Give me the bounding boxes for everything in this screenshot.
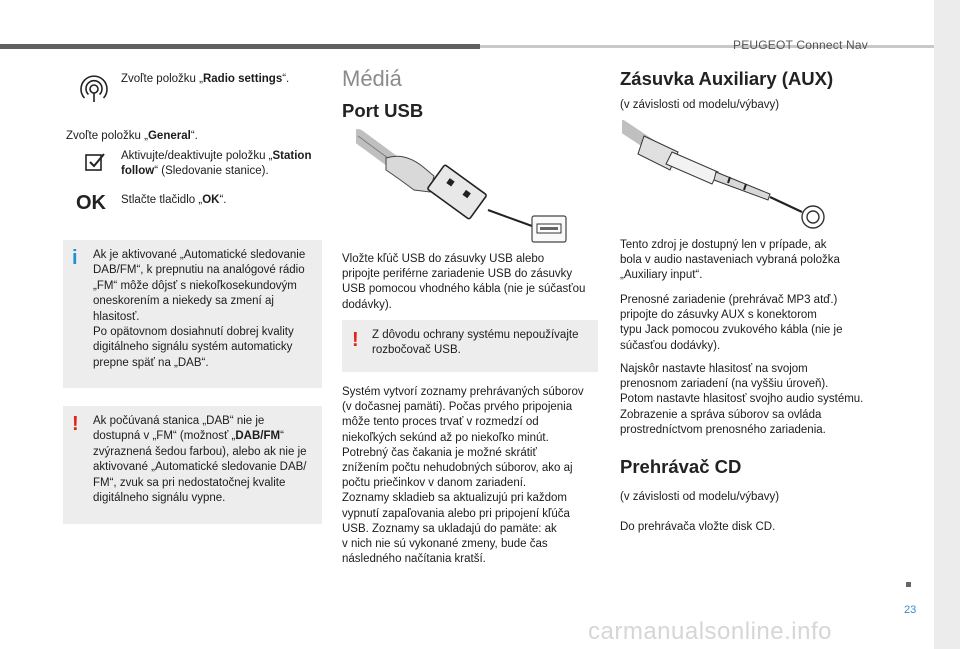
jack-plug-illustration: [622, 120, 830, 230]
usb-playlist-info: Systém vytvorí zoznamy prehrávaných súborov (v dočasnej pamäti). Počas prvého pripojenia môže tento proces trvať v rozmedzí od niekoľkých sekúnd až po niekoľko minút. Potrebný čas čakania je možné skrátiť znížením počtu nehudobných súborov, ako aj počtu priečinkov v danom zariadení. Zoznamy skladieb sa aktualizujú pri každom vypnutí zapaľovania alebo pri pripojení kľúča USB. Zoznamy sa ukladajú do pamäte: ak v nich nie sú vykonané zmeny, bude čas následného načítania kratší.: [342, 386, 584, 566]
cd-availability: (v závislosti od modelu/výbavy): [620, 491, 780, 503]
page-number: 23: [904, 604, 917, 616]
checkbox-icon: [84, 151, 106, 173]
info-note-station-follow: i Ak je aktivované „Automatické sledovanie DAB/FM“, k prepnutiu na analógové rádio „FM“ môže dôjsť s niekoľkosekundovým oneskorením a niekedy sa zmení aj hlasitosť. Po opätovnom dosiahnutí dobrej kvality digitálneho signálu systém automaticky prepne späť na „DAB“.: [63, 240, 322, 388]
warning-icon: !: [352, 329, 359, 351]
ok-icon: OK: [76, 192, 106, 214]
header-rule-dark: [0, 44, 480, 49]
info-icon: i: [72, 247, 78, 269]
aux-volume-info: Najskôr nastavte hlasitosť na svojom prenosnom zariadení (na vyššiu úroveň). Potom nastavte hlasitosť svojho audio systému. Zobrazenie a správa súborov sa ovláda prostredníctvom prenosného zariadenia.: [620, 363, 864, 436]
aux-source-info: Tento zdroj je dostupný len v prípade, ak bola v audio nastaveniach vybraná položka „Auxiliary input“.: [620, 239, 840, 282]
continue-dot: .: [906, 582, 911, 587]
subtitle-cd-player: Prehrávač CD: [620, 456, 742, 477]
radio-settings-icon: [80, 72, 112, 104]
aux-connect-info: Prenosné zariadenie (prehrávač MP3 atď.) pripojte do zásuvky AUX s konektorom typu Jack pomocou zvukového kábla (nie je súčasťou dodávky).: [620, 294, 843, 352]
section-title-media: Médiá: [342, 66, 402, 91]
step-station-follow: Aktivujte/deaktivujte položku „Station follow“ (Sledovanie stanice).: [121, 150, 312, 178]
subtitle-aux-socket: Zásuvka Auxiliary (AUX): [620, 68, 834, 89]
usb-plug-illustration: [356, 128, 570, 244]
running-header: PEUGEOT Connect Nav: [733, 38, 868, 52]
usb-instructions: Vložte kľúč USB do zásuvky USB alebo pripojte periférne zariadenie USB do zásuvky USB pomocou vhodného kábla (nie je súčasťou dodávky).: [342, 253, 586, 311]
warning-note-usb-hub: ! Z dôvodu ochrany systému nepoužívajte rozbočovač USB.: [342, 320, 598, 372]
cd-instruction: Do prehrávača vložte disk CD.: [620, 521, 776, 533]
warning-icon: !: [72, 413, 79, 435]
step-radio-settings: Zvoľte položku „Radio settings“.: [121, 73, 290, 85]
warning-note-dab: ! Ak počúvaná stanica „DAB“ nie je dostupná v „FM“ (možnosť „DAB/FM“ zvýraznená šedou farbou), alebo ak nie je aktivované „Automatické sledovanie DAB/ FM“, zvuk sa pri nedostatočnej kvalite digitálneho signálu vypne.: [63, 406, 322, 524]
page-edge-strip: [934, 0, 960, 649]
site-watermark: carmanualsonline.info: [588, 618, 832, 645]
subtitle-usb-port: Port USB: [342, 100, 424, 121]
aux-availability: (v závislosti od modelu/výbavy): [620, 99, 780, 111]
step-general: Zvoľte položku „General“.: [66, 130, 198, 142]
step-ok: Stlačte tlačidlo „OK“.: [121, 194, 227, 206]
